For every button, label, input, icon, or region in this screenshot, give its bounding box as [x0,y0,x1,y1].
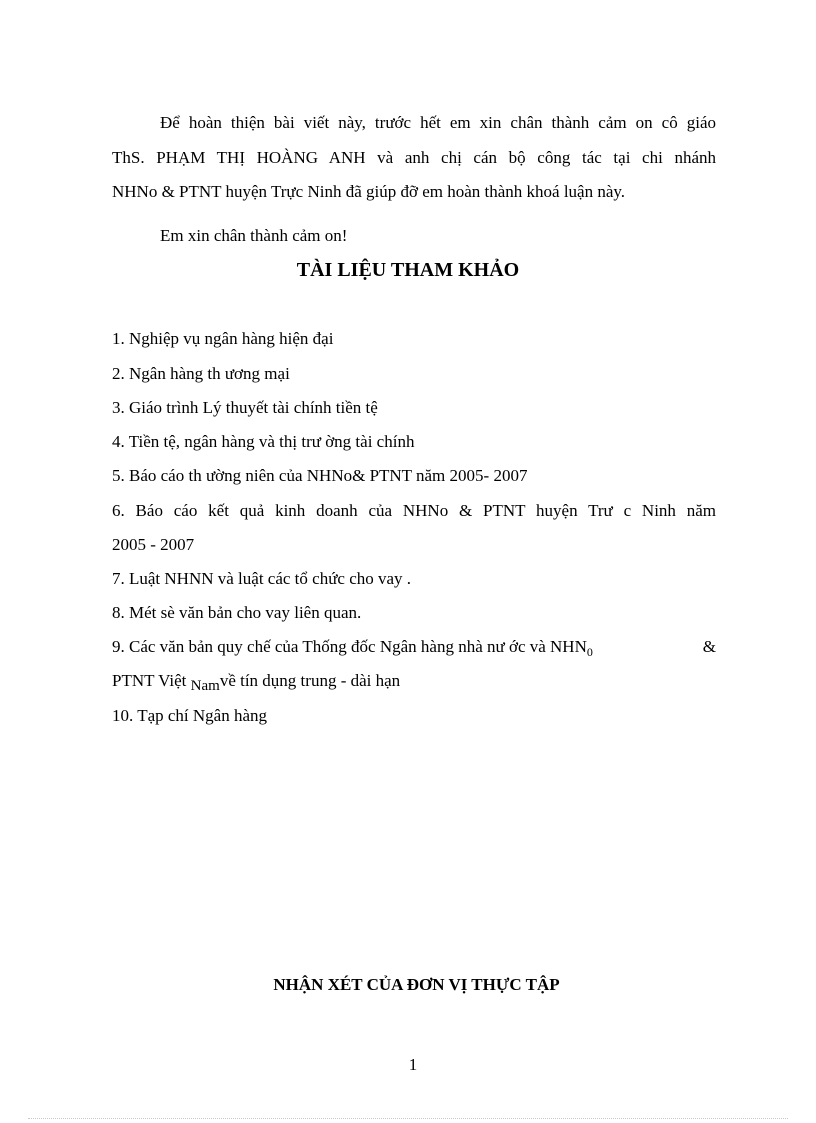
reference-item-9-tail: về tín dụng trung - dài hạn [219,671,401,690]
references-title: TÀI LIỆU THAM KHẢO [296,259,520,281]
reference-item-9-text: 9. Các văn bản quy chế của Thống đốc Ngân hàng nhà nư ớc và NHN [112,637,587,656]
reference-item-9-subscript: 0 [586,645,593,659]
reference-item-1: 1. Nghiệp vụ ngân hàng hiện đại [112,329,334,348]
evaluation-title: NHẬN XÉT CỦA ĐƠN VỊ THỰC TẬP [273,975,560,994]
reference-item-6-continued: 2005 - 2007 [112,535,195,554]
acknowledgement-thanks: Em xin chân thành cảm on! [160,226,348,245]
page-number: 1 [408,1055,418,1074]
reference-item-5: 5. Báo cáo th ường niên của NHNo& PTNT năm 2005- 2007 [112,466,528,485]
reference-item-10: 10. Tạp chí Ngân hàng [112,706,268,725]
reference-item-9-continued [112,671,400,696]
reference-item-3: 3. Giáo trình Lý thuyết tài chính tiền tệ [112,398,378,417]
reference-item-7: 7. Luật NHNN và luật các tổ chức cho vay . [112,569,412,588]
reference-item-9-country-sub: Nam [190,678,220,694]
acknowledgement-line-1: Để hoàn thiện bài viết này, trước hết em xin chân thành cảm on cô giáo [160,113,716,132]
page-border [28,1118,788,1119]
acknowledgement-line-3: NHNo & PTNT huyện Trực Ninh đã giúp đỡ em hoàn thành khoá luận này. [112,182,626,201]
reference-item-8: 8. Mét sè văn bản cho vay liên quan. [112,603,362,622]
reference-item-9-ampersand: & [702,637,716,656]
reference-item-4: 4. Tiền tệ, ngân hàng và thị trư ờng tài chính [112,432,415,451]
reference-item-9-country: PTNT Việt [112,671,191,690]
reference-item-6: 6. Báo cáo kết quả kinh doanh của NHNo & PTNT huyện Trư c Ninh năm [112,501,716,520]
reference-item-9 [112,637,716,662]
reference-item-2: 2. Ngân hàng th ương mại [112,364,290,383]
acknowledgement-line-2: ThS. PHẠM THỊ HOÀNG ANH và anh chị cán bộ công tác tại chi nhánh [112,148,716,167]
